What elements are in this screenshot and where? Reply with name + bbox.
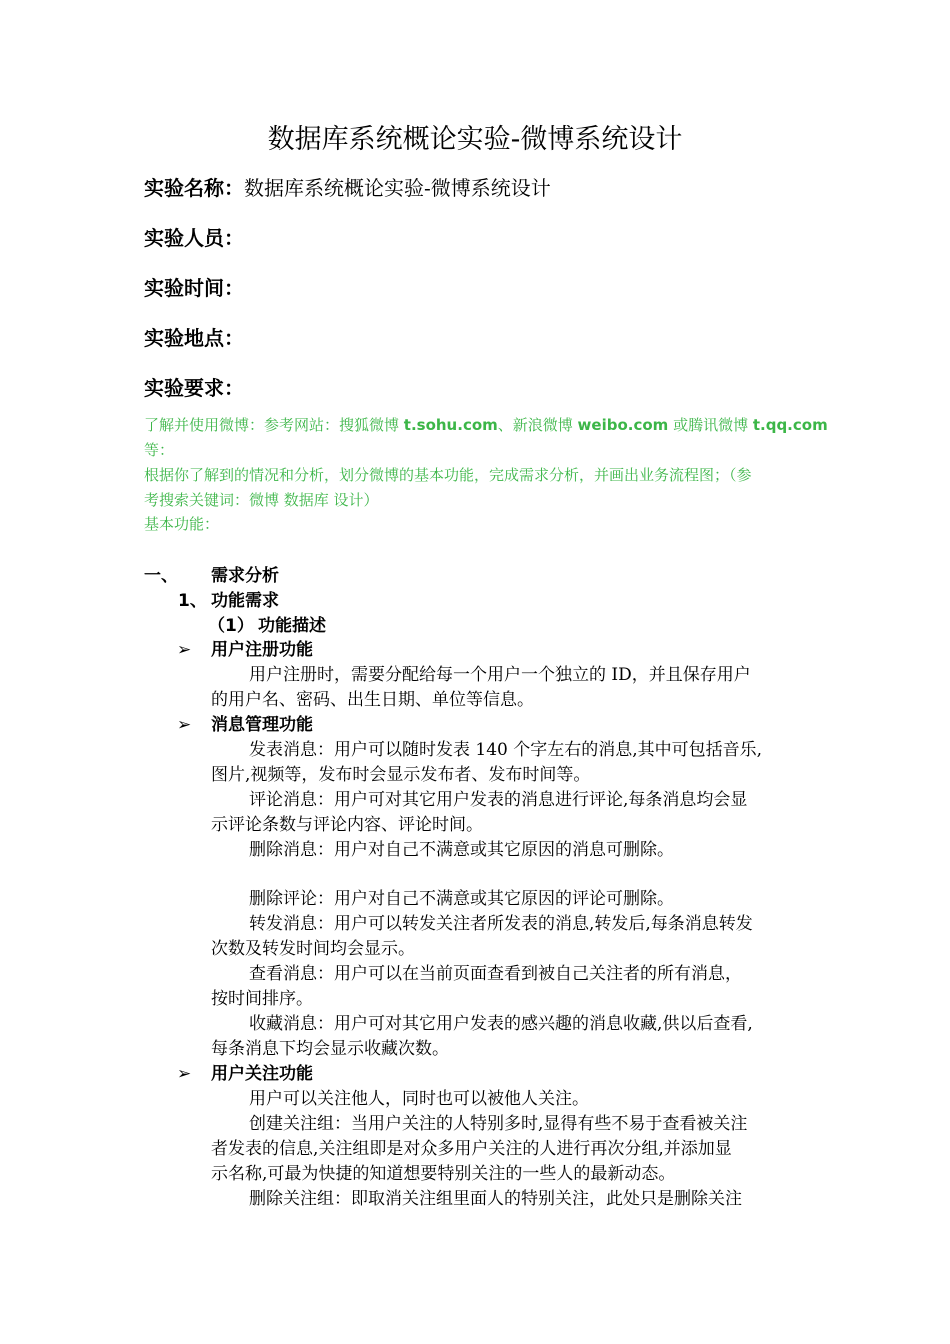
bullet-heading-register: 用户注册功能 bbox=[211, 640, 313, 660]
field-experiment-time bbox=[144, 278, 244, 298]
field-experiment-name bbox=[144, 178, 551, 198]
field-label: 实验地点： bbox=[144, 326, 244, 350]
field-experiment-requirements bbox=[144, 378, 244, 398]
weibo-link: weibo.com bbox=[577, 416, 669, 434]
paragraph-line: 次数及转发时间均会显示。 bbox=[211, 939, 415, 959]
subsection-number: 1、 bbox=[178, 591, 207, 611]
paragraph-line: 创建关注组：当用户关注的人特别多时,显得有些不易于查看被关注 bbox=[249, 1114, 748, 1134]
paragraph-line: 查看消息：用户可以在当前页面查看到被自己关注者的所有消息， bbox=[249, 964, 742, 984]
paragraph-line: 评论消息：用户可对其它用户发表的消息进行评论,每条消息均会显 bbox=[249, 790, 748, 810]
paragraph-line: 者发表的信息,关注组即是对众多用户关注的人进行再次分组,并添加显 bbox=[211, 1139, 732, 1159]
req-text: 、新浪微博 bbox=[497, 416, 578, 434]
subsubsection-number: （1） bbox=[208, 616, 254, 636]
field-label: 实验人员： bbox=[144, 226, 244, 250]
paragraph-line: 删除评论：用户对自己不满意或其它原因的评论可删除。 bbox=[249, 889, 674, 909]
paragraph-line: 的用户名、密码、出生日期、单位等信息。 bbox=[211, 690, 534, 710]
requirements-line-2: 等： bbox=[144, 441, 175, 459]
field-label: 实验要求： bbox=[144, 376, 244, 400]
sohu-link: t.sohu.com bbox=[403, 416, 498, 434]
bullet-heading-messages: 消息管理功能 bbox=[211, 715, 313, 735]
paragraph-line: 删除消息：用户对自己不满意或其它原因的消息可删除。 bbox=[249, 840, 674, 860]
req-text: 或腾讯微博 bbox=[668, 416, 753, 434]
bullet-heading-follow: 用户关注功能 bbox=[211, 1064, 313, 1084]
subsection-heading: 功能需求 bbox=[211, 591, 279, 611]
subsubsection-heading: 功能描述 bbox=[258, 616, 326, 636]
paragraph-line: 发表消息：用户可以随时发表 140 个字左右的消息,其中可包括音乐, bbox=[249, 740, 763, 760]
paragraph-line: 用户可以关注他人，同时也可以被他人关注。 bbox=[249, 1089, 589, 1109]
section-number: 一、 bbox=[144, 566, 178, 586]
paragraph-line: 图片,视频等，发布时会显示发布者、发布时间等。 bbox=[211, 765, 591, 785]
paragraph-line: 示名称,可最为快捷的知道想要特别关注的一些人的最新动态。 bbox=[211, 1164, 676, 1184]
paragraph-line: 删除关注组：即取消关注组里面人的特别关注，此处只是删除关注 bbox=[249, 1189, 742, 1209]
paragraph-line: 收藏消息：用户可对其它用户发表的感兴趣的消息收藏,供以后查看, bbox=[249, 1014, 753, 1034]
field-label: 实验时间： bbox=[144, 276, 244, 300]
document-title: 数据库系统概论实验-微博系统设计 bbox=[267, 124, 683, 155]
paragraph-line: 按时间排序。 bbox=[211, 989, 313, 1009]
bullet-arrow-icon: ➢ bbox=[177, 640, 192, 660]
bullet-arrow-icon: ➢ bbox=[177, 715, 192, 735]
requirements-line-4: 考搜索关键词：微博 数据库 设计） bbox=[144, 491, 379, 509]
qq-link: t.qq.com bbox=[752, 416, 828, 434]
requirements-line-3: 根据你了解到的情况和分析，划分微博的基本功能，完成需求分析，并画出业务流程图；（参 bbox=[144, 466, 752, 484]
paragraph-line: 转发消息：用户可以转发关注者所发表的消息,转发后,每条消息转发 bbox=[249, 914, 753, 934]
paragraph-line: 示评论条数与评论内容、评论时间。 bbox=[211, 815, 483, 835]
requirements-line-5: 基本功能： bbox=[144, 515, 220, 533]
paragraph-line: 用户注册时，需要分配给每一个用户一个独立的 ID，并且保存用户 bbox=[249, 665, 751, 685]
section-heading: 需求分析 bbox=[211, 566, 279, 586]
field-experiment-staff bbox=[144, 228, 244, 248]
field-experiment-place bbox=[144, 328, 244, 348]
field-label: 实验名称： bbox=[144, 176, 244, 200]
req-text: 了解并使用微博：参考网站：搜狐微博 bbox=[144, 416, 404, 434]
bullet-arrow-icon: ➢ bbox=[177, 1064, 192, 1084]
paragraph-line: 每条消息下均会显示收藏次数。 bbox=[211, 1039, 449, 1059]
requirements-line-1 bbox=[144, 418, 828, 433]
field-value: 数据库系统概论实验-微博系统设计 bbox=[244, 176, 551, 200]
